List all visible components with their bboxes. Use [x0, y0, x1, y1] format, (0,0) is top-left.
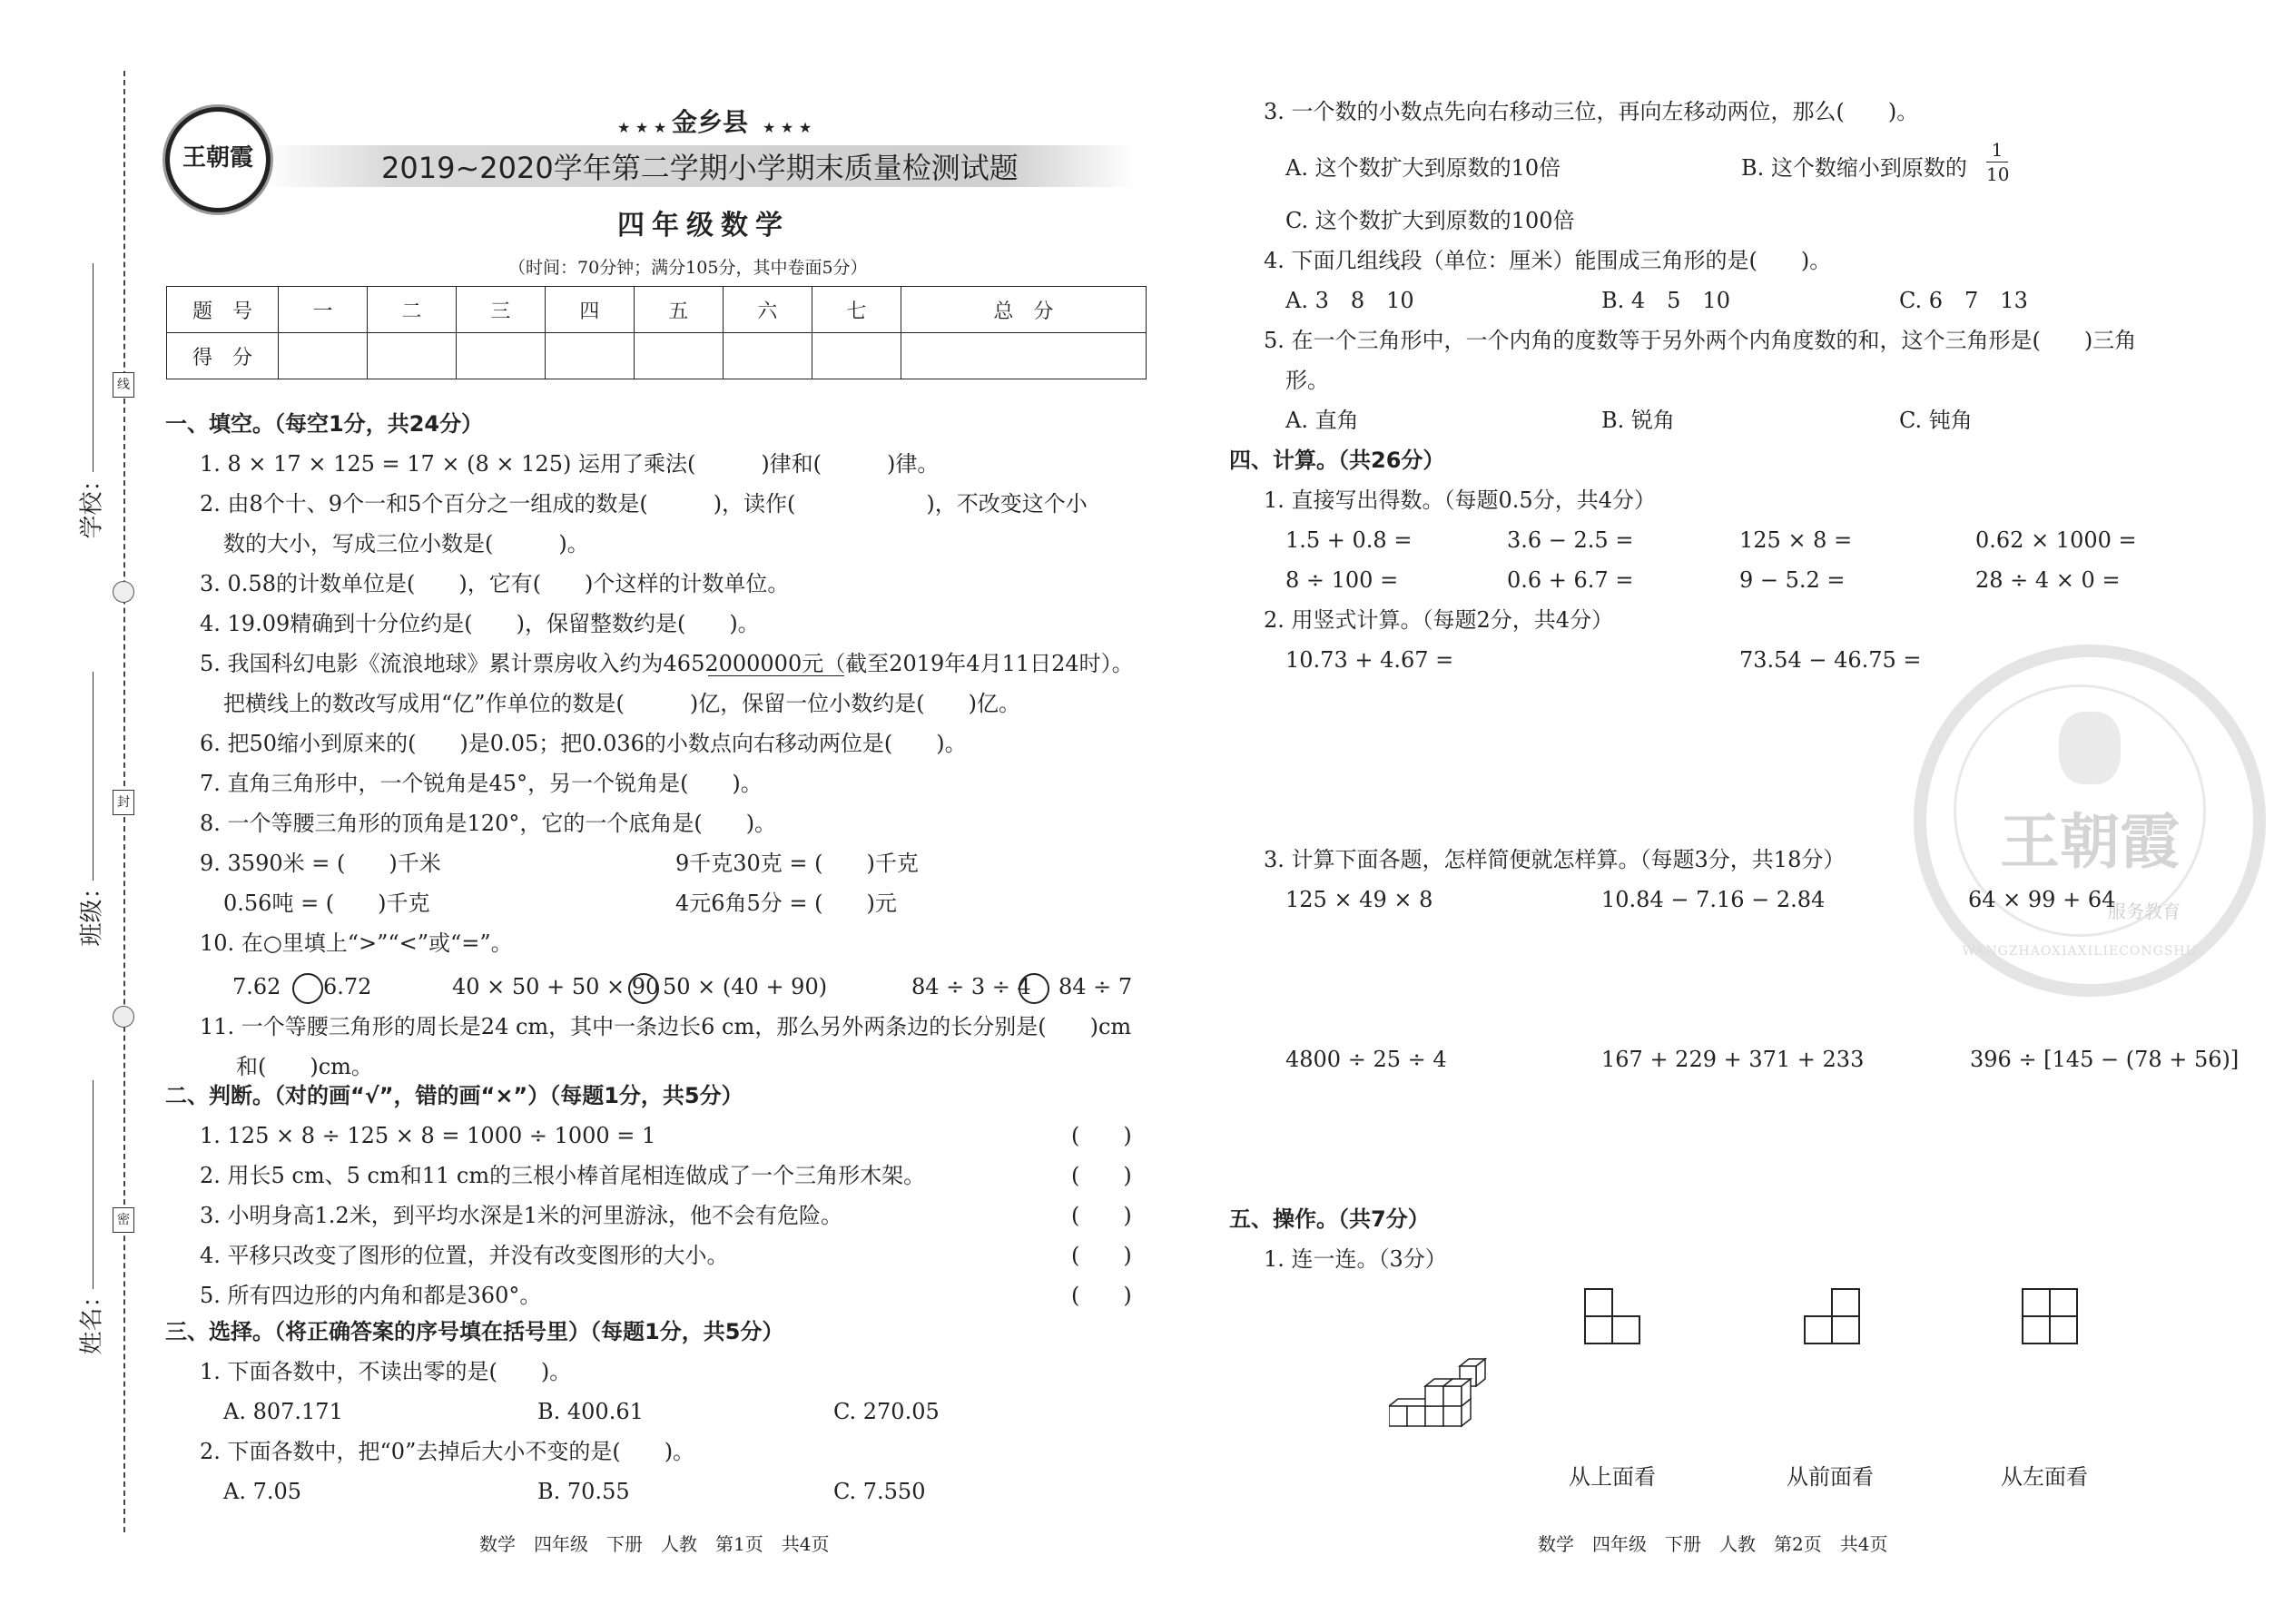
s3-q4-opt-a: A. 3 8 10 [1285, 288, 1414, 313]
s3-q2-opt-c: C. 7.550 [833, 1479, 926, 1504]
logo-badge [165, 107, 271, 212]
s1-q5-underline [708, 675, 844, 676]
s4-p1-item: 8 ÷ 100 = [1285, 567, 1399, 593]
watermark-seal [1914, 645, 2266, 997]
section1-title: 一、填空。（每空1分，共24分） [165, 411, 484, 437]
s4-p1-item: 1.5 + 0.8 = [1285, 527, 1413, 553]
s2-q1: 1. 125 × 8 ÷ 125 × 8 = 1000 ÷ 1000 = 1 [200, 1123, 656, 1148]
s2-q5: 5. 所有四边形的内角和都是360°。 [200, 1283, 542, 1308]
score-header-row [167, 287, 1147, 333]
s1-q10-c-left: 84 ÷ 3 ÷ 4 [911, 974, 1031, 999]
s1-q9b: 9千克30克 = ( )千克 [675, 851, 919, 876]
s4-p1-item: 9 − 5.2 = [1739, 567, 1846, 593]
compare-circle[interactable] [292, 973, 323, 1004]
s1-q11: 11. 一个等腰三角形的周长是24 cm，其中一条边长6 cm，那么另外两条边的长分别是( )cm [200, 1014, 1132, 1039]
seal-mark-line: 线 [113, 372, 134, 398]
header-stars-right: ★ ★ ★ [763, 119, 812, 136]
s1-q5b: 把横线上的数改写成用“亿”作单位的数是( )亿，保留一位小数约是( )亿。 [223, 691, 1020, 716]
compare-circle[interactable] [628, 973, 659, 1004]
name-label: 姓名： [78, 1284, 106, 1355]
view-label-top: 从上面看 [1569, 1464, 1656, 1490]
s3-q3: 3. 一个数的小数点先向右移动三位，再向左移动两位，那么( )。 [1264, 99, 1919, 124]
section2-title: 二、判断。（对的画“√”，错的画“×”）（每题1分，共5分） [165, 1083, 743, 1108]
score-input[interactable] [634, 333, 723, 379]
view-label-front: 从前面看 [1787, 1464, 1874, 1490]
watermark-sub-text: 服务教育 [2108, 901, 2181, 922]
s4-p2-item: 73.54 − 46.75 = [1739, 647, 1922, 673]
score-cell: 二 [367, 287, 456, 333]
s1-q10-a-right: 6.72 [323, 974, 372, 999]
s4-p2: 2. 用竖式计算。（每题2分，共4分） [1264, 607, 1614, 633]
view-label-left: 从左面看 [2001, 1464, 2088, 1490]
seal-mark-dense: 密 [113, 1207, 134, 1233]
exam-info: （时间：70分钟；满分105分，其中卷面5分） [508, 258, 868, 278]
s5-p1: 1. 连一连。（3分） [1264, 1246, 1447, 1272]
view-grid-left [2021, 1287, 2084, 1351]
score-cell: 七 [812, 287, 901, 333]
s3-q1-opt-a: A. 807.171 [223, 1399, 343, 1424]
score-input[interactable] [545, 333, 634, 379]
s3-q4-opt-c: C. 6 7 13 [1899, 288, 2028, 313]
section3-title: 三、选择。（将正确答案的序号填在括号里）（每题1分，共5分） [165, 1319, 784, 1344]
answer-paren[interactable]: ( ) [1071, 1123, 1132, 1148]
score-input[interactable] [279, 333, 368, 379]
s3-q1-opt-b: B. 400.61 [537, 1399, 644, 1424]
score-input[interactable] [901, 333, 1146, 379]
s4-p1-item: 3.6 − 2.5 = [1507, 527, 1634, 553]
school-underline [93, 263, 94, 472]
s1-q10-c-right: 84 ÷ 7 [1058, 974, 1133, 999]
s1-q1: 1. 8 × 17 × 125 = 17 × (8 × 125) 运用了乘法( )律和( )律。 [200, 451, 940, 477]
s3-q1-opt-c: C. 270.05 [833, 1399, 940, 1424]
cube-stack-figure [1389, 1357, 1498, 1439]
s3-q2-opt-a: A. 7.05 [223, 1479, 302, 1504]
s1-q10-a-left: 7.62 [232, 974, 281, 999]
score-cell: 六 [723, 287, 812, 333]
binding-hole-icon [113, 1006, 134, 1028]
score-table [166, 286, 1147, 379]
subject-title: 四年级数学 [617, 210, 790, 241]
score-row [167, 333, 1147, 379]
s4-p3-item: 167 + 229 + 371 + 233 [1601, 1047, 1865, 1072]
s3-q5-opt-c: C. 钝角 [1899, 408, 1973, 433]
score-cell: 三 [456, 287, 545, 333]
score-cell: 题 号 [167, 287, 279, 333]
name-underline [93, 1080, 94, 1289]
s3-q1: 1. 下面各数中，不读出零的是( )。 [200, 1359, 572, 1384]
answer-paren[interactable]: ( ) [1071, 1283, 1132, 1308]
s1-q10: 10. 在○里填上“>”“<”或“=”。 [200, 930, 513, 956]
footer-right: 数学 四年级 下册 人教 第2页 共4页 [1538, 1533, 1888, 1555]
s1-q7: 7. 直角三角形中，一个锐角是45°，另一个锐角是( )。 [200, 771, 763, 796]
county-title: 金乡县 [672, 107, 749, 137]
s4-p3-item: 10.84 − 7.16 − 2.84 [1601, 887, 1826, 912]
seal-mark-seal: 封 [113, 790, 134, 815]
s4-p3-item: 396 ÷ [145 − (78 + 56)] [1970, 1047, 2240, 1072]
s1-q9d: 4元6角5分 = ( )元 [675, 891, 897, 916]
s3-q3-opt-c: C. 这个数扩大到原数的100倍 [1285, 208, 1575, 233]
s3-q3-opt-a: A. 这个数扩大到原数的10倍 [1285, 155, 1561, 181]
s4-p1-item: 0.62 × 1000 = [1975, 527, 2137, 553]
s4-p3-item: 64 × 99 + 64 [1968, 887, 2116, 912]
score-cell: 四 [545, 287, 634, 333]
compare-circle[interactable] [1019, 973, 1049, 1004]
s4-p1-item: 125 × 8 = [1739, 527, 1853, 553]
logo-text: 王朝霞 [182, 144, 253, 172]
s1-q10-b-right: 50 × (40 + 90) [663, 974, 828, 999]
score-input[interactable] [456, 333, 545, 379]
score-cell: 一 [279, 287, 368, 333]
view-grid-top [1583, 1287, 1647, 1351]
s1-q9c: 0.56吨 = ( )千克 [223, 891, 430, 916]
score-cell: 总 分 [901, 287, 1146, 333]
score-input[interactable] [367, 333, 456, 379]
answer-paren[interactable]: ( ) [1071, 1163, 1132, 1188]
s3-q5: 5. 在一个三角形中，一个内角的度数等于另外两个内角度数的和，这个三角形是( )三角 [1264, 328, 2137, 353]
s3-q4-opt-b: B. 4 5 10 [1601, 288, 1730, 313]
answer-paren[interactable]: ( ) [1071, 1203, 1132, 1228]
fraction-numerator: 1 [1991, 139, 2004, 161]
s3-q2-opt-b: B. 70.55 [537, 1479, 630, 1504]
s1-q3: 3. 0.58的计数单位是( )，它有( )个这样的计数单位。 [200, 571, 790, 596]
s4-p1: 1. 直接写出得数。（每题0.5分，共4分） [1264, 487, 1656, 513]
s2-q4: 4. 平移只改变了图形的位置，并没有改变图形的大小。 [200, 1243, 729, 1268]
s1-q10-b-left: 40 × 50 + 50 × 90 [452, 974, 660, 999]
s4-p2-item: 10.73 + 4.67 = [1285, 647, 1454, 673]
s1-q2b: 数的大小，写成三位小数是( )。 [223, 531, 589, 556]
s3-q3-opt-b: B. 这个数缩小到原数的 [1741, 155, 1967, 181]
s2-q3: 3. 小明身高1.2米，到平均水深是1米的河里游泳，他不会有危险。 [200, 1203, 842, 1228]
s1-q4: 4. 19.09精确到十分位约是( )，保留整数约是( )。 [200, 611, 760, 636]
exam-title: 2019~2020学年第二学期小学期末质量检测试题 [381, 151, 1019, 185]
class-label: 班级： [78, 875, 106, 947]
watermark-big-text: 王朝霞 [2000, 806, 2180, 877]
score-input[interactable] [723, 333, 812, 379]
footer-left: 数学 四年级 下册 人教 第1页 共4页 [479, 1533, 830, 1555]
s4-p3-item: 4800 ÷ 25 ÷ 4 [1285, 1047, 1447, 1072]
header-stars-left: ★ ★ ★ [617, 119, 667, 136]
s3-q5-opt-b: B. 锐角 [1601, 408, 1675, 433]
s3-q5b: 形。 [1285, 368, 1329, 393]
school-label: 学校： [78, 468, 106, 539]
s3-q5-opt-a: A. 直角 [1285, 408, 1359, 433]
fraction [1986, 138, 2008, 186]
s1-q8: 8. 一个等腰三角形的顶角是120°，它的一个底角是( )。 [200, 811, 777, 836]
s1-q5: 5. 我国科幻电影《流浪地球》累计票房收入约为4652000000元（截至2019年4月11日24时）。 [200, 651, 1134, 676]
fraction-denominator: 10 [1986, 163, 2010, 185]
s4-p3: 3. 计算下面各题，怎样简便就怎样算。（每题3分，共18分） [1264, 847, 1846, 872]
s3-q4: 4. 下面几组线段（单位：厘米）能围成三角形的是( )。 [1264, 248, 1832, 273]
score-cell: 五 [634, 287, 723, 333]
score-cell: 得 分 [167, 333, 279, 379]
answer-paren[interactable]: ( ) [1071, 1243, 1132, 1268]
s1-q9a: 9. 3590米 = ( )千米 [200, 851, 441, 876]
s4-p1-item: 28 ÷ 4 × 0 = [1975, 567, 2121, 593]
section4-title: 四、计算。（共26分） [1229, 448, 1445, 473]
s1-q11b: 和( )cm。 [236, 1054, 373, 1079]
s2-q2: 2. 用长5 cm、5 cm和11 cm的三根小棒首尾相连做成了一个三角形木架。 [200, 1163, 926, 1188]
s1-q6: 6. 把50缩小到原来的( )是0.05；把0.036的小数点向右移动两位是( )。 [200, 731, 967, 756]
s1-q2: 2. 由8个十、9个一和5个百分之一组成的数是( )，读作( )，不改变这个小 [200, 491, 1088, 517]
s4-p1-item: 0.6 + 6.7 = [1507, 567, 1634, 593]
s4-p3-item: 125 × 49 × 8 [1285, 887, 1433, 912]
section5-title: 五、操作。（共7分） [1229, 1206, 1430, 1232]
watermark-ring-text: WANGZHAOXIAXILIECONGSHU [1962, 944, 2198, 959]
class-underline [93, 672, 94, 881]
s3-q2: 2. 下面各数中，把“0”去掉后大小不变的是( )。 [200, 1439, 695, 1464]
binding-hole-icon [113, 581, 134, 603]
score-input[interactable] [812, 333, 901, 379]
view-grid-front [1803, 1287, 1866, 1351]
